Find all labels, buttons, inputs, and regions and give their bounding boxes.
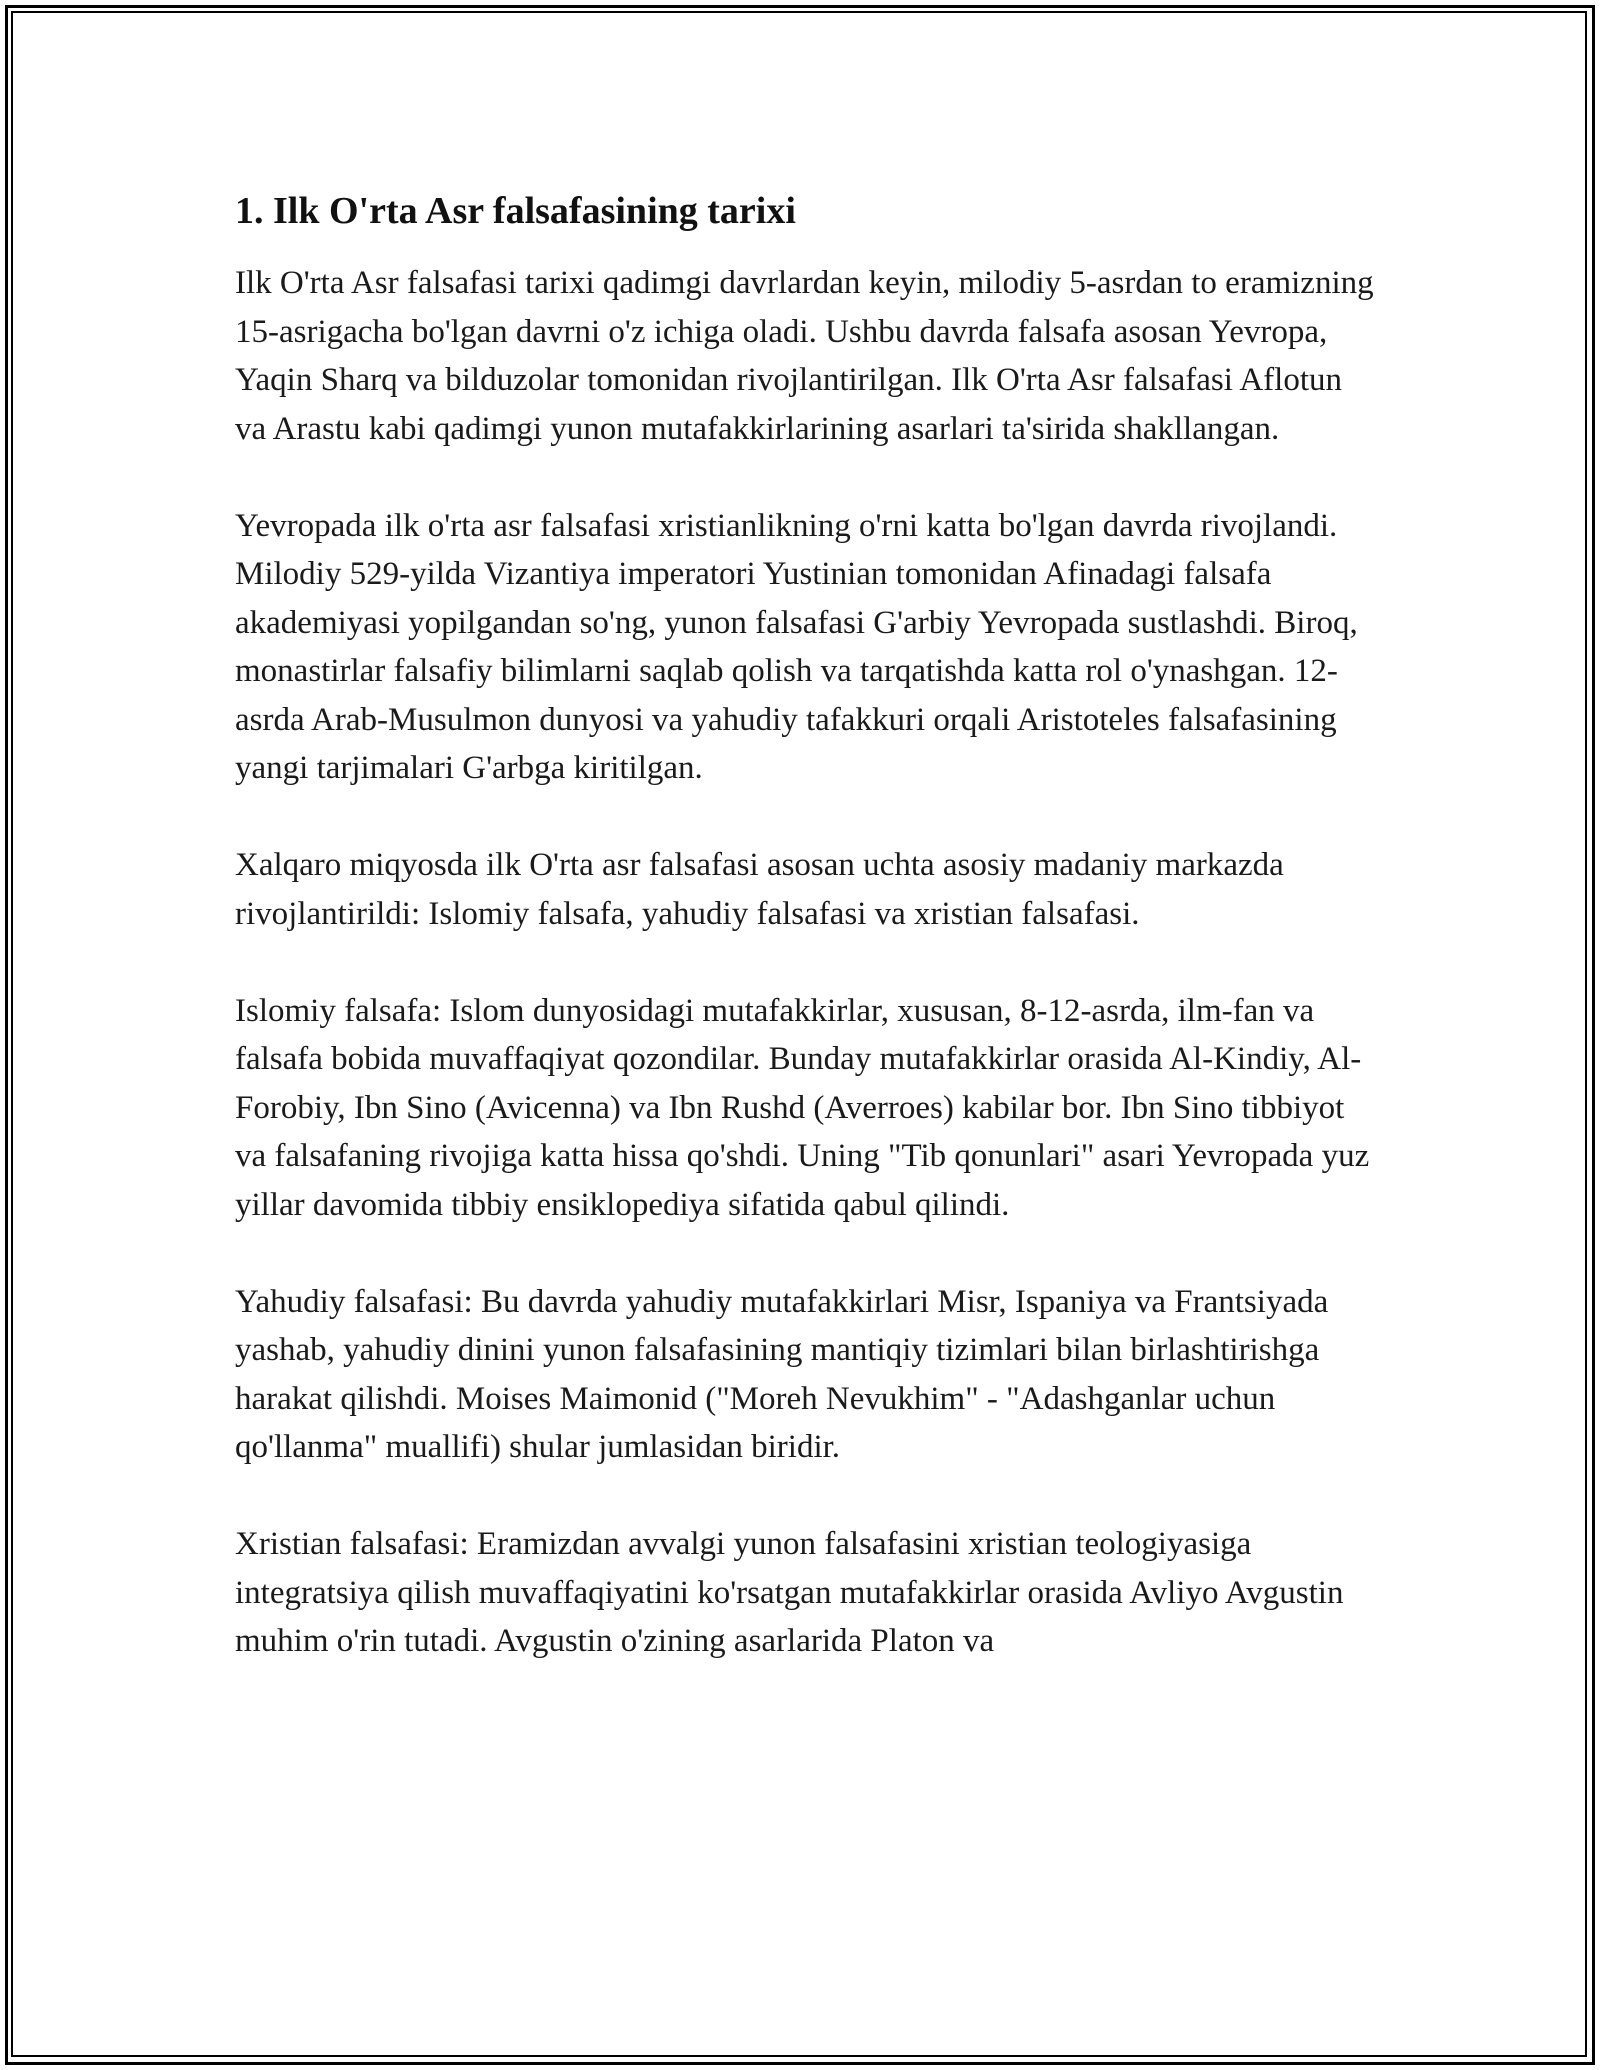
paragraph-cultural-centers: Xalqaro miqyosda ilk O'rta asr falsafasi asosan uchta asosiy madaniy markazda rivojlantirildi: Islomiy falsafa, yahudiy falsafasi va xristian falsafasi. (235, 847, 1284, 932)
paragraph-islamic-philosophy: Islomiy falsafa: Islom dunyosidagi mutafakkirlar, xususan, 8-12-asrda, ilm-fan va falsafa bobida muvaffaqiyat qozondilar. Bunday mutafakkirlar orasida Al-Kindiy, Al-Forobiy, Ibn Sino (Avicenna) va Ibn Rushd (Averroes) kabilar bor. Ibn Sino tibbiyot va falsafaning rivojiga katta hissa qo'shdi. Uning "Tib qonunlari" asari Yevropada yuz yillar davomida tibbiy ensiklopediya sifatida qabul qilindi. (235, 992, 1370, 1223)
paragraph-jewish-philosophy: Yahudiy falsafasi: Bu davrda yahudiy mutafakkirlari Misr, Ispaniya va Frantsiyada yashab, yahudiy dinini yunon falsafasining mantiqiy tizimlari bilan birlashtirishga harakat qilishdi. Moises Maimonid ("Moreh Nevukhim" - "Adashganlar uchun qo'llanma" muallifi) shular jumlasidan biridir. (235, 1283, 1329, 1465)
paragraph-europe: Yevropada ilk o'rta asr falsafasi xristianlikning o'rni katta bo'lgan davrda rivojlandi. Milodiy 529-yilda Vizantiya imperatori Yustinian tomonidan Afinadagi falsafa akademiyasi yopilgandan so'ng, yunon falsafasi G'arbiy Yevropada sustlashdi. Biroq, monastirlar falsafiy bilimlarni saqlab qolish va tarqatishda katta rol o'ynashgan. 12-asrda Arab-Musulmon dunyosi va yahudiy tafakkuri orqali Aristoteles falsafasining yangi tarjimalari G'arbga kiritilgan. (235, 507, 1358, 786)
paragraph-intro: Ilk O'rta Asr falsafasi tarixi qadimgi davrlardan keyin, milodiy 5-asrdan to eramizning 15-asrigacha bo'lgan davrni o'z ichiga oladi. Ushbu davrda falsafa asosan Yevropa, Yaqin Sharq va bilduzolar tomonidan rivojlantirilgan. Ilk O'rta Asr falsafasi Aflotun va Arastu kabi qadimgi yunon mutafakkirlarining asarlari ta'sirida shakllangan. (235, 265, 1374, 447)
section-heading: 1. Ilk O'rta Asr falsafasining tarixi (235, 190, 796, 232)
document-body (235, 187, 1375, 1666)
paragraph-christian-philosophy: Xristian falsafasi: Eramizdan avvalgi yunon falsafasini xristian teologiyasiga integratsiya qilish muvaffaqiyatini ko'rsatgan mutafakkirlar orasida Avliyo Avgustin muhim o'rin tutadi. Avgustin o'zining asarlarida Platon va (235, 1526, 1344, 1659)
